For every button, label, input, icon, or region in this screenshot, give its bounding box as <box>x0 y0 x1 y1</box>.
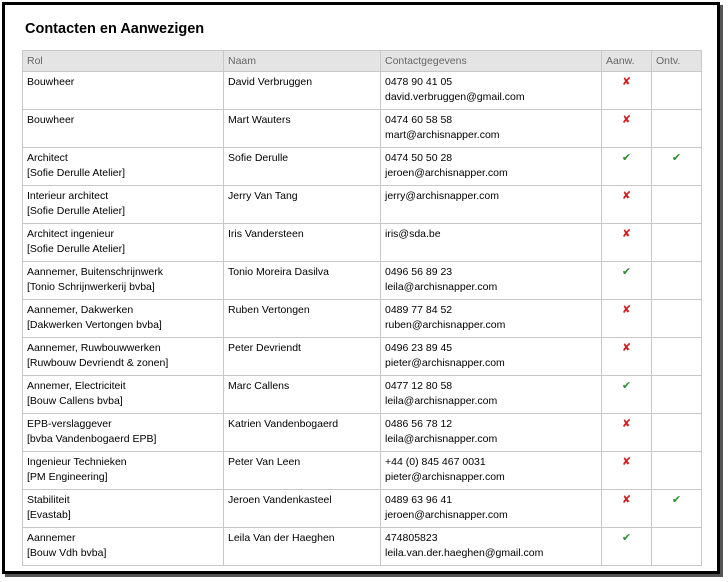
cell-rol-line: [PM Engineering] <box>27 471 108 483</box>
cell-ontvangen <box>652 224 702 262</box>
cross-icon: ✘ <box>621 304 632 316</box>
check-icon: ✔ <box>671 494 682 506</box>
cell-rol-line: [bvba Vandenbogaerd EPB] <box>27 433 157 445</box>
cell-contact <box>381 490 602 528</box>
cell-contact <box>381 528 602 566</box>
cross-icon: ✘ <box>621 342 632 354</box>
cell-rol <box>23 148 224 186</box>
cell-contact-line: jerry@archisnapper.com <box>385 190 499 202</box>
cell-naam: Peter Van Leen <box>224 452 381 490</box>
cell-contact-line: pieter@archisnapper.com <box>385 471 505 483</box>
table-row <box>23 224 702 262</box>
cell-naam: Jerry Van Tang <box>224 186 381 224</box>
cell-rol-line: [Sofie Derulle Atelier] <box>27 167 126 179</box>
cell-rol-line: Aannemer, Buitenschrijnwerk <box>27 266 163 278</box>
cell-contact-line: leila@archisnapper.com <box>385 433 498 445</box>
cell-rol-line: [Dakwerken Vertongen bvba] <box>27 319 162 331</box>
cell-ontvangen <box>652 186 702 224</box>
header-naam: Naam <box>224 51 381 72</box>
table-row <box>23 452 702 490</box>
cell-aanwezig <box>602 490 652 528</box>
cell-rol <box>23 186 224 224</box>
cell-contact-line: 0474 60 58 58 <box>385 114 453 126</box>
cell-contact <box>381 224 602 262</box>
cell-contact <box>381 300 602 338</box>
cell-aanwezig <box>602 110 652 148</box>
cell-rol <box>23 72 224 110</box>
cell-rol-line: Annemer, Electriciteit <box>27 380 126 392</box>
cell-contact-line: 0474 50 50 28 <box>385 152 453 164</box>
contacts-table <box>22 50 702 566</box>
cell-contact-line: 0486 56 78 12 <box>385 418 453 430</box>
cell-ontvangen <box>652 414 702 452</box>
cell-contact <box>381 376 602 414</box>
cell-rol-line: Aannemer, Dakwerken <box>27 304 134 316</box>
cell-contact-line: leila.van.der.haeghen@gmail.com <box>385 547 544 559</box>
cell-rol-line: Architect ingenieur <box>27 228 114 240</box>
cell-ontvangen <box>652 452 702 490</box>
cell-rol <box>23 262 224 300</box>
cell-contact-line: jeroen@archisnapper.com <box>385 167 508 179</box>
cross-icon: ✘ <box>621 190 632 202</box>
cell-naam: Tonio Moreira Dasilva <box>224 262 381 300</box>
cell-rol-line: [Bouw Vdh bvba] <box>27 547 107 559</box>
cell-rol <box>23 376 224 414</box>
cross-icon: ✘ <box>621 456 632 468</box>
header-aanwezig: Aanw. <box>602 51 652 72</box>
cell-rol <box>23 338 224 376</box>
cell-rol-line: Interieur architect <box>27 190 109 202</box>
cell-contact-line: 0477 12 80 58 <box>385 380 453 392</box>
cell-contact-line: jeroen@archisnapper.com <box>385 509 508 521</box>
cell-naam: Jeroen Vandenkasteel <box>224 490 381 528</box>
table-row <box>23 262 702 300</box>
table-row <box>23 376 702 414</box>
cell-aanwezig <box>602 528 652 566</box>
cell-rol-line: Architect <box>27 152 68 164</box>
cell-contact-line: pieter@archisnapper.com <box>385 357 505 369</box>
table-row <box>23 528 702 566</box>
cell-rol-line: Bouwheer <box>27 114 75 126</box>
cell-contact <box>381 414 602 452</box>
check-icon: ✔ <box>621 380 632 392</box>
cell-naam: Peter Devriendt <box>224 338 381 376</box>
cell-aanwezig <box>602 186 652 224</box>
cell-rol-line: [Bouw Callens bvba] <box>27 395 123 407</box>
cross-icon: ✘ <box>621 114 632 126</box>
table-row <box>23 300 702 338</box>
table-row <box>23 148 702 186</box>
cell-aanwezig <box>602 224 652 262</box>
cell-contact <box>381 148 602 186</box>
cell-naam: Leila Van der Haeghen <box>224 528 381 566</box>
cell-ontvangen <box>652 300 702 338</box>
cell-naam: Sofie Derulle <box>224 148 381 186</box>
cell-rol-line: [Sofie Derulle Atelier] <box>27 205 126 217</box>
cell-naam: Mart Wauters <box>224 110 381 148</box>
cell-naam: Marc Callens <box>224 376 381 414</box>
cell-rol-line: Stabiliteit <box>27 494 70 506</box>
cell-contact-line: 0489 77 84 52 <box>385 304 453 316</box>
check-icon: ✔ <box>621 152 632 164</box>
cell-ontvangen <box>652 338 702 376</box>
cell-contact-line: 0496 23 89 45 <box>385 342 453 354</box>
table-header-row <box>23 51 702 72</box>
cell-contact-line: 0496 56 89 23 <box>385 266 453 278</box>
cell-rol <box>23 452 224 490</box>
cross-icon: ✘ <box>621 418 632 430</box>
cell-rol-line: Aannemer, Ruwbouwwerken <box>27 342 161 354</box>
cell-aanwezig <box>602 376 652 414</box>
cell-rol <box>23 528 224 566</box>
cell-contact-line: iris@sda.be <box>385 228 441 240</box>
cell-contact-line: 0478 90 41 05 <box>385 76 453 88</box>
cell-rol-line: Ingenieur Technieken <box>27 456 127 468</box>
cell-aanwezig <box>602 300 652 338</box>
cell-contact <box>381 452 602 490</box>
table-row <box>23 72 702 110</box>
table-row <box>23 338 702 376</box>
cell-rol <box>23 414 224 452</box>
cell-aanwezig <box>602 414 652 452</box>
cell-ontvangen <box>652 262 702 300</box>
cell-naam: David Verbruggen <box>224 72 381 110</box>
cell-contact <box>381 262 602 300</box>
check-icon: ✔ <box>621 532 632 544</box>
header-ontvangen: Ontv. <box>652 51 702 72</box>
cell-ontvangen <box>652 148 702 186</box>
cross-icon: ✘ <box>621 494 632 506</box>
cell-rol-line: EPB-verslaggever <box>27 418 112 430</box>
cell-contact <box>381 72 602 110</box>
table-row <box>23 110 702 148</box>
cell-contact-line: +44 (0) 845 467 0031 <box>385 456 486 468</box>
cell-contact-line: leila@archisnapper.com <box>385 281 498 293</box>
cell-contact-line: leila@archisnapper.com <box>385 395 498 407</box>
cell-rol-line: Aannemer <box>27 532 76 544</box>
cell-rol <box>23 490 224 528</box>
cell-contact-line: 0489 63 96 41 <box>385 494 453 506</box>
cell-rol-line: Bouwheer <box>27 76 75 88</box>
cell-rol <box>23 224 224 262</box>
cell-contact-line: 474805823 <box>385 532 438 544</box>
check-icon: ✔ <box>671 152 682 164</box>
table-body <box>23 72 702 566</box>
cell-contact <box>381 338 602 376</box>
cell-contact <box>381 110 602 148</box>
cell-naam: Ruben Vertongen <box>224 300 381 338</box>
cell-naam: Katrien Vandenbogaerd <box>224 414 381 452</box>
table-row <box>23 186 702 224</box>
cell-aanwezig <box>602 148 652 186</box>
cell-ontvangen <box>652 528 702 566</box>
cell-aanwezig <box>602 262 652 300</box>
cell-ontvangen <box>652 376 702 414</box>
cell-contact-line: mart@archisnapper.com <box>385 129 500 141</box>
table-row <box>23 414 702 452</box>
cell-contact-line: david.verbruggen@gmail.com <box>385 91 525 103</box>
page-title: Contacten en Aanwezigen <box>25 21 205 37</box>
cell-rol-line: [Sofie Derulle Atelier] <box>27 243 126 255</box>
cell-ontvangen <box>652 490 702 528</box>
cell-naam: Iris Vandersteen <box>224 224 381 262</box>
header-rol: Rol <box>23 51 224 72</box>
cell-contact-line: ruben@archisnapper.com <box>385 319 506 331</box>
cell-aanwezig <box>602 72 652 110</box>
cell-aanwezig <box>602 452 652 490</box>
cross-icon: ✘ <box>621 76 632 88</box>
cross-icon: ✘ <box>621 228 632 240</box>
cell-rol <box>23 110 224 148</box>
check-icon: ✔ <box>621 266 632 278</box>
cell-rol-line: [Ruwbouw Devriendt & zonen] <box>27 357 169 369</box>
cell-rol <box>23 300 224 338</box>
table-row <box>23 490 702 528</box>
cell-ontvangen <box>652 72 702 110</box>
cell-aanwezig <box>602 338 652 376</box>
header-contact: Contactgegevens <box>381 51 602 72</box>
cell-ontvangen <box>652 110 702 148</box>
cell-contact <box>381 186 602 224</box>
cell-rol-line: [Tonio Schrijnwerkerij bvba] <box>27 281 155 293</box>
cell-rol-line: [Evastab] <box>27 509 71 521</box>
